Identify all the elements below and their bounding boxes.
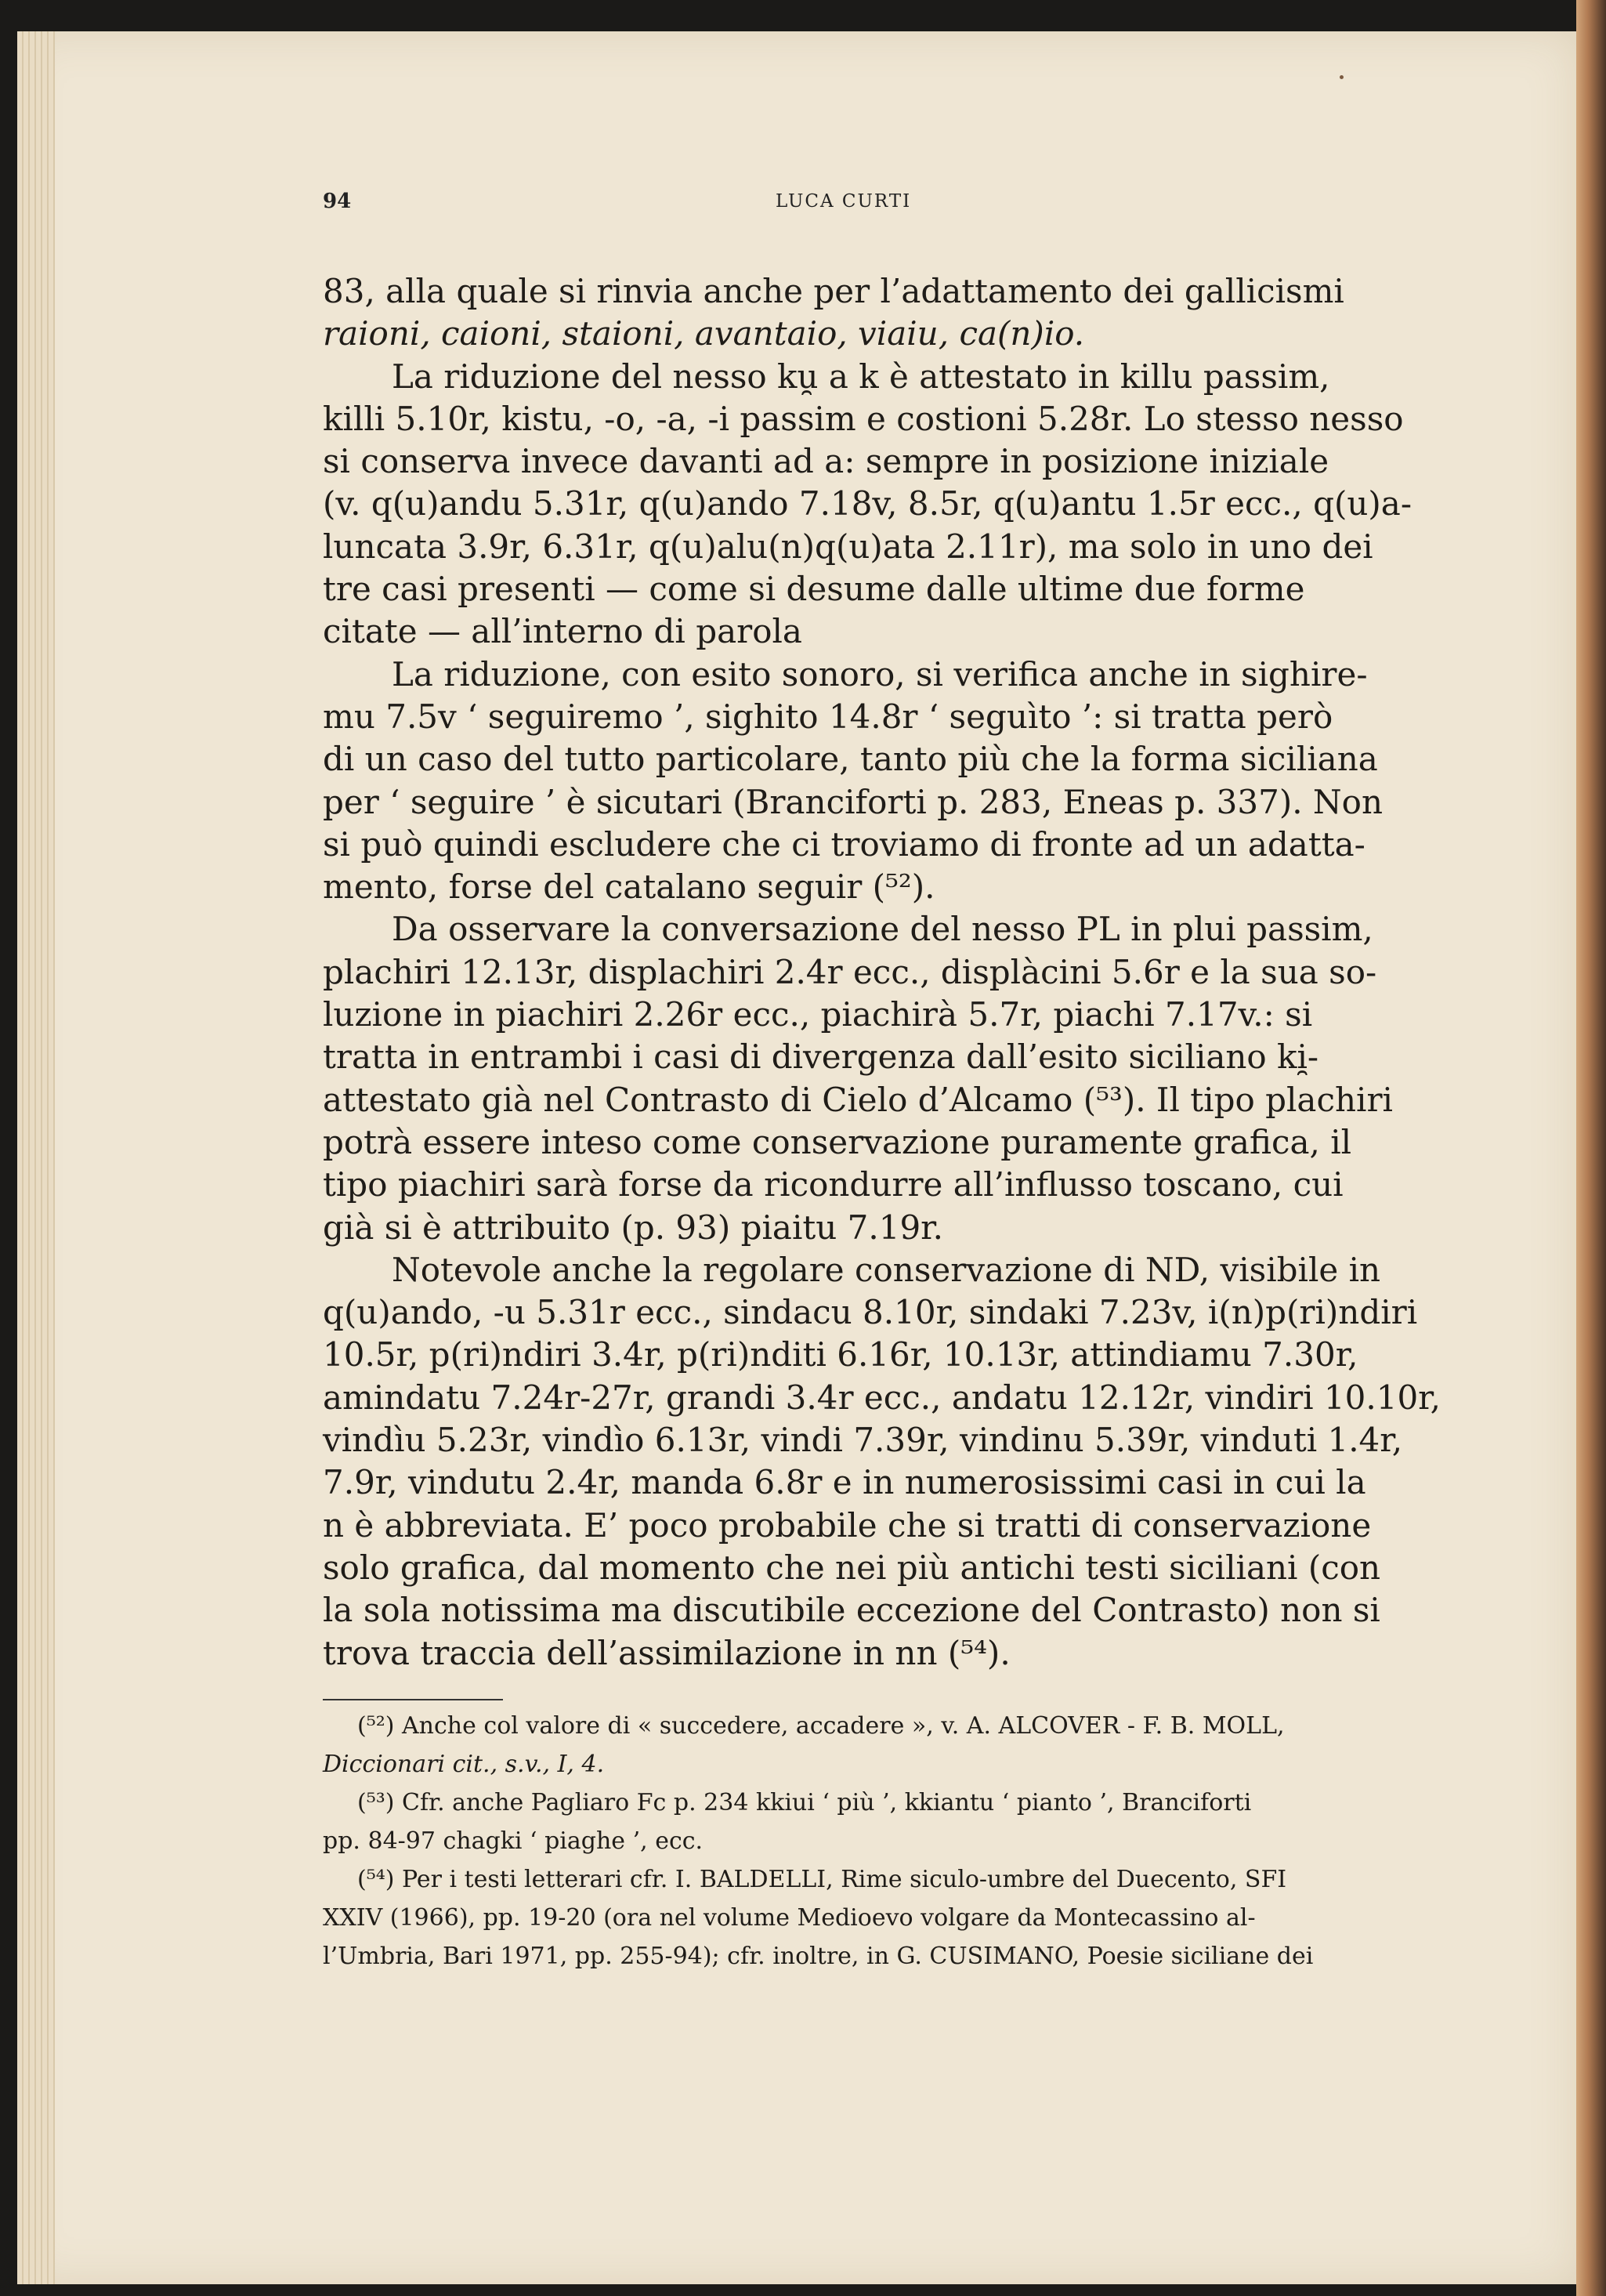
footnotes xyxy=(323,1707,1369,1976)
body-line: si può quindi escludere che ci troviamo di fronte ad un adatta- xyxy=(323,824,1365,864)
body-line: tratta in entrambi i casi di divergenza dall’esito siciliano ki̯- xyxy=(323,1038,1319,1077)
body-line: solo grafica, dal momento che nei più antichi testi siciliani (con xyxy=(323,1548,1381,1587)
body-text xyxy=(323,270,1441,1675)
body-line: Notevole anche la regolare conservazione di ND, visibile in xyxy=(392,1250,1381,1289)
body-line: già si è attribuito (p. 93) piaitu 7.19r. xyxy=(323,1208,943,1247)
body-line: luzione in piachiri 2.26r ecc., piachirà 5.7r, piachi 7.17v.: si xyxy=(323,995,1313,1034)
footnote-line: l’Umbria, Bari 1971, pp. 255-94); cfr. inoltre, in G. CUSIMANO, Poesie siciliane dei xyxy=(323,1943,1314,1970)
footnote-line: (⁵²) Anche col valore di « succedere, accadere », v. A. ALCOVER - F. B. MOLL, xyxy=(357,1712,1285,1740)
body-line: potrà essere inteso come conservazione puramente grafica, il xyxy=(323,1122,1352,1161)
body-line: n è abbreviata. E’ poco probabile che si tratti di conservazione xyxy=(323,1505,1372,1545)
paper-speck xyxy=(1340,75,1344,79)
body-line: raioni, caioni, staioni, avantaio, viaiu, ca(n)io. xyxy=(323,314,1085,353)
running-head: LUCA CURTI xyxy=(776,191,912,212)
footnote-line: (⁵³) Cfr. anche Pagliaro Fc p. 234 kkiui ‘ più ’, kkiantu ‘ pianto ’, Branciforti xyxy=(357,1789,1252,1816)
body-line: q(u)ando, -u 5.31r ecc., sindacu 8.10r, sindaki 7.23v, i(n)p(ri)ndiri xyxy=(323,1293,1418,1332)
body-line: Da osservare la conversazione del nesso PL in plui passim, xyxy=(392,910,1373,949)
body-line: La riduzione, con esito sonoro, si verifica anche in sighire- xyxy=(392,654,1368,694)
body-line: tre casi presenti — come si desume dalle ultime due forme xyxy=(323,570,1305,609)
body-line: trova traccia dell’assimilazione in nn (⁵⁴). xyxy=(323,1633,1011,1672)
body-line: luncata 3.9r, 6.31r, q(u)alu(n)q(u)ata 2.11r), ma solo in uno dei xyxy=(323,527,1373,566)
book-cover-edge xyxy=(1576,0,1606,2296)
body-line: 83, alla quale si rinvia anche per l’adattamento dei gallicismi xyxy=(323,272,1344,310)
body-line: mento, forse del catalano seguir (⁵²). xyxy=(323,867,935,907)
body-line: la sola notissima ma discutibile eccezione del Contrasto) non si xyxy=(323,1591,1380,1630)
page-stack-edge xyxy=(17,31,55,2284)
footnote-line: Diccionari cit., s.v., I, 4. xyxy=(323,1751,605,1778)
body-line: di un caso del tutto particolare, tanto più che la forma siciliana xyxy=(323,740,1378,779)
body-line: per ‘ seguire ’ è sicutari (Branciforti p. 283, Eneas p. 337). Non xyxy=(323,782,1384,821)
body-line: La riduzione del nesso ku̯ a k è attestato in killu passim, xyxy=(392,357,1330,396)
footnote-line: pp. 84-97 chagki ‘ piaghe ’, ecc. xyxy=(323,1827,704,1855)
body-line: amindatu 7.24r-27r, grandi 3.4r ecc., andatu 12.12r, vindiri 10.10r, xyxy=(323,1378,1441,1417)
body-line: 7.9r, vindutu 2.4r, manda 6.8r e in numerosissimi casi in cui la xyxy=(323,1463,1366,1502)
body-line: vindìu 5.23r, vindìo 6.13r, vindi 7.39r, vindinu 5.39r, vinduti 1.4r, xyxy=(323,1421,1403,1460)
body-line: tipo piachiri sarà forse da ricondurre all’influsso toscano, cui xyxy=(323,1165,1344,1204)
body-line: plachiri 12.13r, displachiri 2.4r ecc., displàcini 5.6r e la sua so- xyxy=(323,952,1377,991)
footnote-divider xyxy=(323,1699,503,1700)
page-number: 94 xyxy=(323,190,352,213)
footnote-line: (⁵⁴) Per i testi letterari cfr. I. BALDELLI, Rime siculo-umbre del Duecento, SFI xyxy=(357,1866,1287,1893)
body-line: attestato già nel Contrasto di Cielo d’Alcamo (⁵³). Il tipo plachiri xyxy=(323,1080,1393,1119)
body-line: 10.5r, p(ri)ndiri 3.4r, p(ri)nditi 6.16r, 10.13r, attindiamu 7.30r, xyxy=(323,1335,1358,1374)
body-line: citate — all’interno di parola xyxy=(323,612,802,651)
body-line: mu 7.5v ‘ seguiremo ’, sighito 14.8r ‘ seguìto ’: si tratta però xyxy=(323,697,1333,736)
body-line: si conserva invece davanti ad a: sempre in posizione iniziale xyxy=(323,442,1329,481)
body-line: (v. q(u)andu 5.31r, q(u)ando 7.18v, 8.5r, q(u)antu 1.5r ecc., q(u)a- xyxy=(323,484,1412,523)
page-header xyxy=(0,183,1606,230)
body-line: killi 5.10r, kistu, -o, -a, -i passim e costioni 5.28r. Lo stesso nesso xyxy=(323,399,1404,438)
footnote-line: XXIV (1966), pp. 19-20 (ora nel volume Medioevo volgare da Montecassino al- xyxy=(323,1904,1256,1932)
